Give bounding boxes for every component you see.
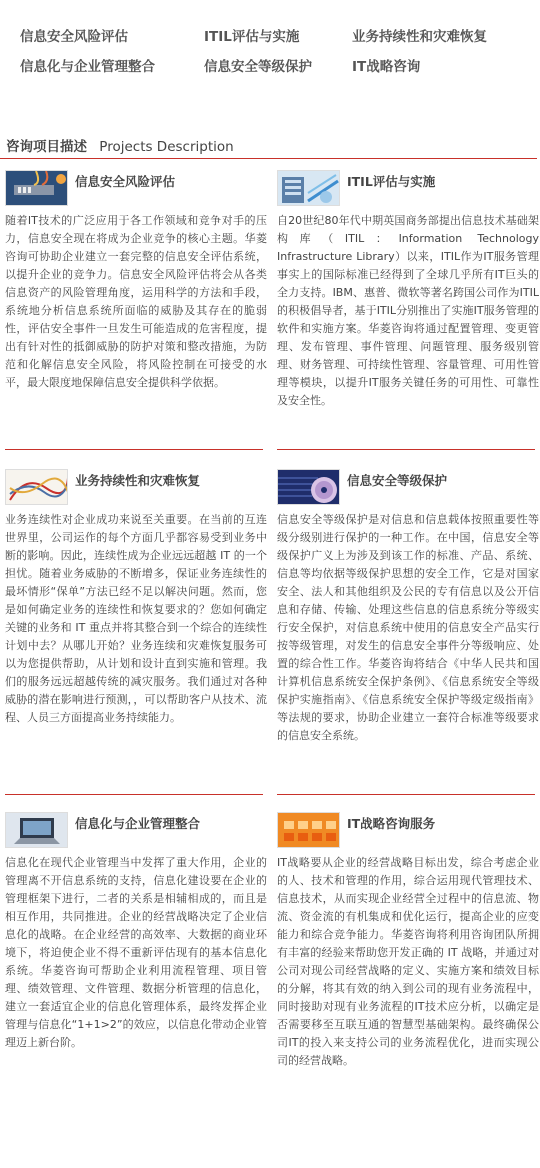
project-title: 信息安全等级保护 [347, 473, 448, 488]
project-description: 信息安全等级保护是对信息和信息载体按照重要性等级分级别进行保护的一种工作。在中国，信息安全等级保护广义上为涉及到该工作的标准、产品、系统、信息等均依据等级保护思想的安全工作，它是对国家安全、法人和其他组织及公民的专有信息以及公开信息和存储、传输、处理这些信息的信息系统分等级实行安全保护，对信息系统中使用的信息安全产品实行按等级管理，对发生的信息安全事件分等级响应、处置的综合性工作。华菱咨询将结合《中华人民共和国计算机信息系统安全保护条例》、《信息系统安全等级保护实施指南》、《信息系统安全保护等级定级指南》等法规的要求，协助企业建立一套符合标准等级要求的信息安全系统。 [277, 513, 539, 742]
nav-link-level-protection[interactable]: 信息安全等级保护 [204, 59, 312, 75]
project-title: 业务持续性和灾难恢复 [75, 473, 201, 488]
disaster-recovery-image [5, 469, 68, 505]
security-disc-image [277, 469, 340, 505]
card-divider [277, 449, 535, 450]
network-router-image [5, 170, 68, 206]
it-strategy-image [277, 812, 340, 848]
nav-link-itil[interactable]: ITIL评估与实施 [204, 29, 300, 45]
project-title: IT战略咨询服务 [347, 816, 436, 831]
nav-link-risk-assessment[interactable]: 信息安全风险评估 [20, 29, 128, 45]
project-description: IT战略要从企业的经营战略目标出发，综合考虑企业的人、技术和管理的作用，综合运用现代管理技术、信息技术，从而实现企业经营全过程中的信息流、物流、资金流的有机集成和优化运行，提高企业的应变能力和综合竞争能力。华菱咨询将利用咨询团队所拥有丰富的经验来帮助您开发正确的 IT 战略，并通过对公司对现公司经营战略的定义、实施方案和绩效目标的分解，将其有效的纳入到公司的现有业务流程中，同时接助对现有业务流程的IT技术应分析，以确定是否需要移至互联互通的智慧型基础架构。最终确保公司IT的投入来支持公司的业务流程优化，进而实现公司的经营战略。 [277, 856, 539, 1067]
project-description: 自20世纪80年代中期英国商务部提出信息技术基础架构库（ITIL：Information Technology Infrastructure Library）以来，ITIL作为IT服务管理事实上的国际标准已经得到了全球几乎所有IT巨头的全力支持。IBM、惠普、微软等著名跨国公司作为ITIL的积极倡导者，基于ITIL分别推出了实施IT服务管理的软件和实施方案。华菱咨询将通过配置管理、变更管理、发布管理、事件管理、问题管理、服务级别管理、财务管理、可持续性管理、容量管理、可用性管理等模块，以提升IT服务关键任务的可用性、可靠性及安全性。 [277, 214, 539, 407]
project-title: 信息化与企业管理整合 [75, 816, 201, 831]
top-nav [0, 0, 540, 90]
section-title [6, 135, 234, 155]
project-title: ITIL评估与实施 [347, 174, 436, 189]
nav-link-it-strategy[interactable]: IT战略咨询 [352, 59, 421, 75]
section-title-cn: 咨询项目描述 [6, 139, 87, 155]
project-title: 信息安全风险评估 [75, 174, 176, 189]
nav-link-it-management[interactable]: 信息化与企业管理整合 [20, 59, 155, 75]
card-divider [277, 794, 535, 795]
section-title-en: Projects Description [99, 139, 234, 155]
card-divider [5, 794, 263, 795]
project-description: 业务连续性对企业成功来说至关重要。在当前的互连世界里，公司运作的每个方面几乎都容易受到业务中断的影响。因此，连续性成为企业远远超越 IT 的一个担忧。随着业务威胁的不断增多，保证业务连续性的最坏情形“保单”方法已经不足以解决问题。然而，您是如何确定业务的连续性和恢复要求的？您如何确定关键的业务和 IT 重点并将其整合到一个综合的连续性计划中去？从哪儿开始？业务连续和灾难恢复服务可以为您提供帮助，从计划和设计直到实施和管理。我们的服务远远超越传统的减灾服务。我们通过对各种威胁的潜在影响进行预测，，可以帮助客户从技术、流程、人员三方面提高业务持续能力。 [5, 513, 267, 724]
project-description: 信息化在现代企业管理当中发挥了重大作用，企业的管理离不开信息系统的支持，信息化建设要在企业的管理框架下进行，二者的关系是相辅相成的，而且是相互作用，共同推进。企业的经营战略决定了企业信息化的战略。在企业经营的高效率、大数据的商业环境下，将迫使企业不得不重新评估现有的基本信息化系统。华菱咨询可帮助企业利用流程管理、项目管理、绩效管理、文件管理、数据分析管理的信息化，建立一套适宜企业的信息化管理体系，最终发挥企业管理与信息化“1+1>2”的效应，以信息化带动企业管理迈上新台阶。 [5, 856, 267, 1049]
data-center-image [277, 170, 340, 206]
nav-link-business-continuity[interactable]: 业务持续性和灾难恢复 [352, 29, 487, 45]
section-divider [0, 158, 537, 159]
laptop-image [5, 812, 68, 848]
project-description: 随着IT技术的广泛应用于各工作领域和竞争对手的压力，信息安全现在将成为企业竞争的核心主题。华菱咨询可协助企业建立一套完整的信息安全评估系统，以提升企业的竞争力。信息安全风险评估将会从各类信息资产的风险管理角度，运用科学的方法和手段，系统地分析信息系统所面临的威胁及其存在的脆弱性，评估安全事件一旦发生可能造成的危害程度，提出有针对性的抵御威胁的防护对策和整改措施，为防范和化解信息安全风险，将风险控制在可接受的水平，最大限度地保障信息安全提供科学依据。 [5, 214, 267, 389]
card-divider [5, 449, 263, 450]
